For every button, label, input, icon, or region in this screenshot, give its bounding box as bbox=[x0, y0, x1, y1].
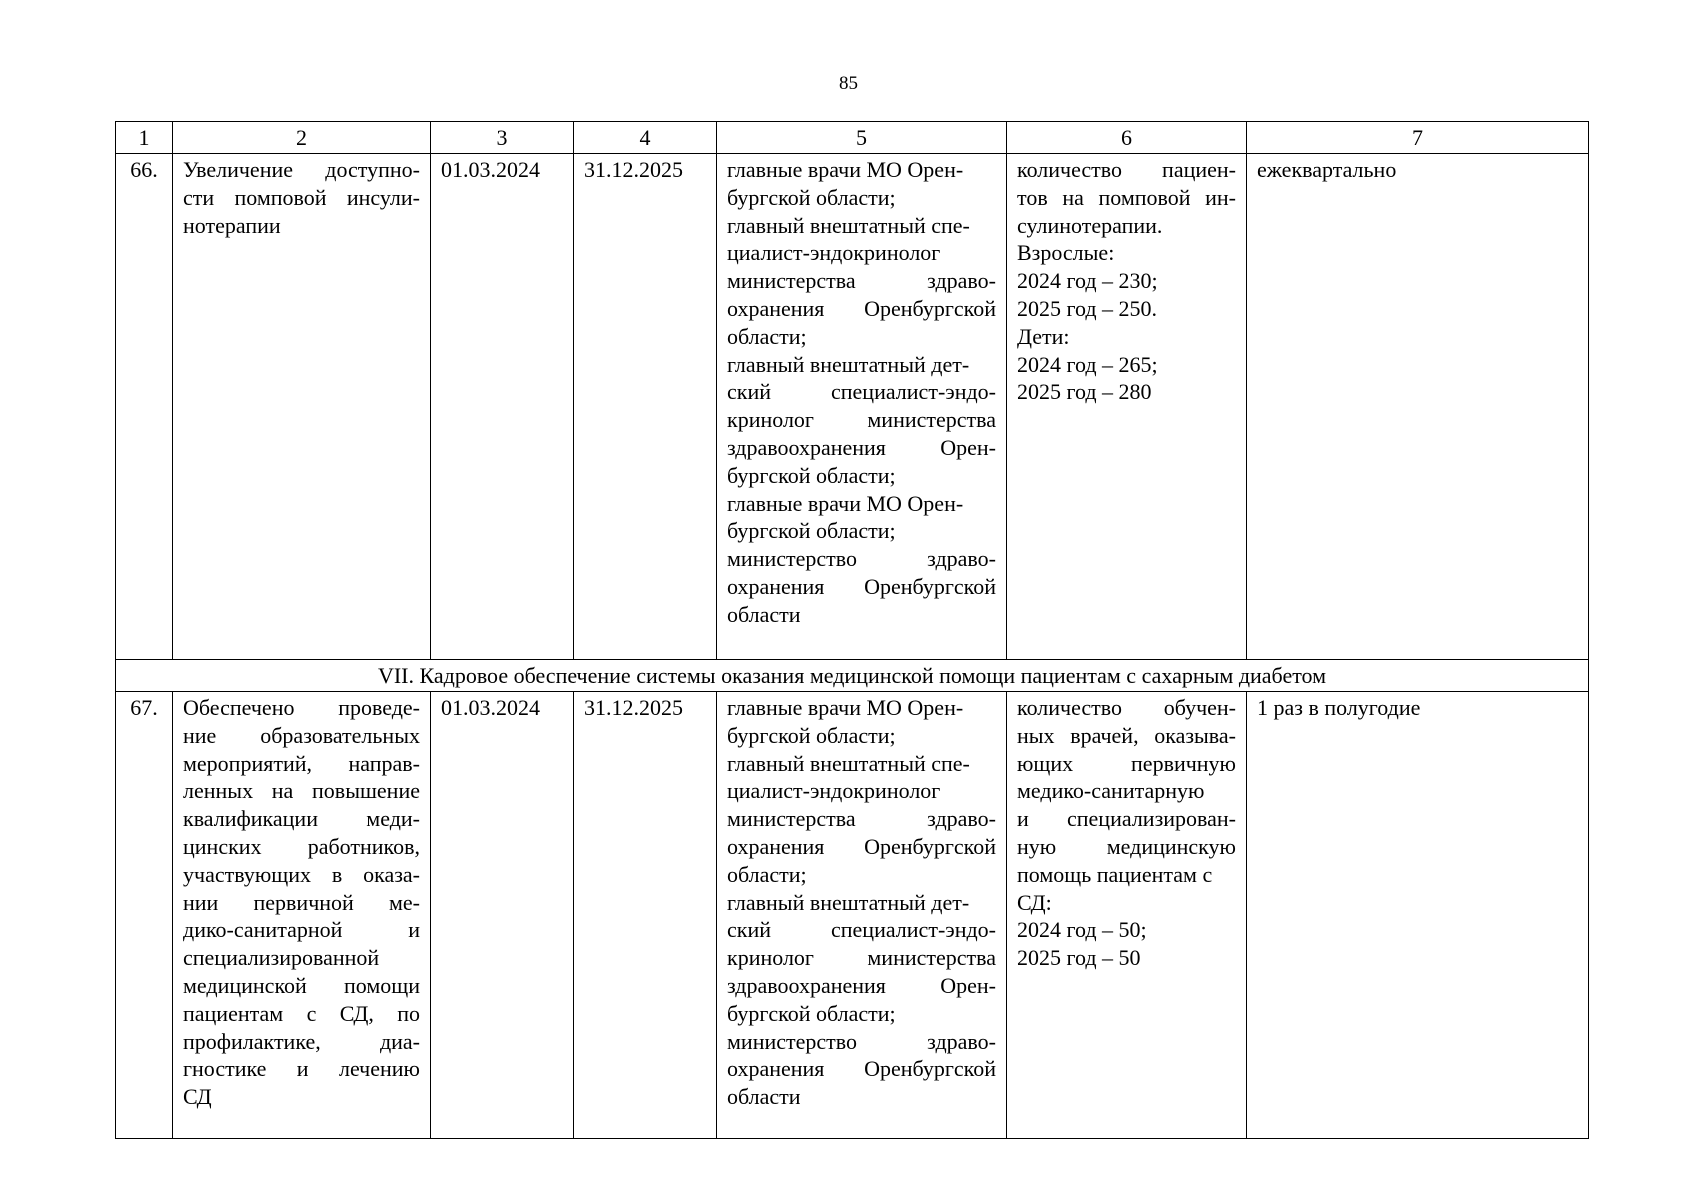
responsible-persons: главные врачи МО Орен- бургской области; главный внештатный спе- циалист-эндокринолог министерства здраво- охранения Оренбургской области; главный внештатный дет- ский специалист-эндо- кринолог министерства здравоохранения Орен- бургской области; министерство здраво- охранения Оренбургской области bbox=[717, 692, 1007, 1139]
frequency: 1 раз в полугодие bbox=[1247, 692, 1589, 1139]
responsible-persons: главные врачи МО Орен- бургской области; главный внештатный спе- циалист-эндокринолог министерства здраво- охранения Оренбургской области; главный внештатный дет- ский специалист-эндо- кринолог министерства здравоохранения Орен- бургской области; главные врачи МО Орен- бургской области; министерство здраво- охранения Оренбургской области bbox=[717, 154, 1007, 660]
frequency: ежеквартально bbox=[1247, 154, 1589, 660]
measure-name: Обеспечено проведе- ние образовательных мероприятий, направ- ленных на повышение квалификации меди- цинских работников, участвующих в оказа- нии первичной ме- дико-санитарной и специализированной медицинской помощи пациентам с СД, по профилактике, диа- гностике и лечению СД bbox=[173, 692, 431, 1139]
column-header: 5 bbox=[717, 122, 1007, 154]
row-number: 67. bbox=[116, 692, 173, 1139]
column-header: 1 bbox=[116, 122, 173, 154]
column-header: 6 bbox=[1007, 122, 1247, 154]
table-row bbox=[116, 154, 1589, 660]
column-header: 2 bbox=[173, 122, 431, 154]
start-date: 01.03.2024 bbox=[431, 154, 574, 660]
measure-name: Увеличение доступно- сти помповой инсули- нотерапии bbox=[173, 154, 431, 660]
start-date: 01.03.2024 bbox=[431, 692, 574, 1139]
column-header: 3 bbox=[431, 122, 574, 154]
column-header: 4 bbox=[574, 122, 717, 154]
section-title: VII. Кадровое обеспечение системы оказания медицинской помощи пациентам с сахарным диабетом bbox=[116, 660, 1589, 692]
table-row bbox=[116, 692, 1589, 1139]
page-number: 85 bbox=[839, 73, 858, 94]
end-date: 31.12.2025 bbox=[574, 154, 717, 660]
plan-table bbox=[115, 121, 1589, 1139]
end-date: 31.12.2025 bbox=[574, 692, 717, 1139]
row-number: 66. bbox=[116, 154, 173, 660]
section-row bbox=[116, 660, 1589, 692]
indicator: количество обучен- ных врачей, оказыва- ющих первичную медико-санитарную и специализирован- ную медицинскую помощь пациентам с СД: 2024 год – 50; 2025 год – 50 bbox=[1007, 692, 1247, 1139]
indicator: количество пациен- тов на помповой ин- сулинотерапии. Взрослые: 2024 год – 230; 2025 год – 250. Дети: 2024 год – 265; 2025 год – 280 bbox=[1007, 154, 1247, 660]
column-header: 7 bbox=[1247, 122, 1589, 154]
table-header-row bbox=[116, 122, 1589, 154]
